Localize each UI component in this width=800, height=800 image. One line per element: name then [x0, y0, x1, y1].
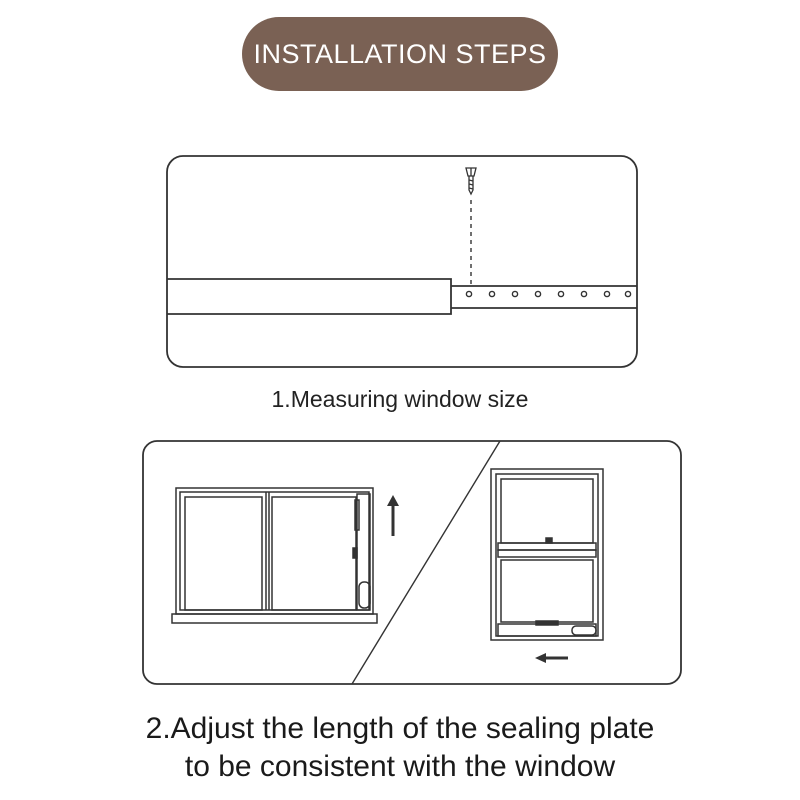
step-2-caption [0, 710, 800, 786]
left-arrow-icon [535, 653, 568, 663]
panel-divider [352, 441, 500, 684]
title-text: INSTALLATION STEPS [253, 38, 547, 69]
panel-1-frame [167, 156, 637, 367]
adjustment-holes [466, 291, 630, 296]
panel-2-frame [143, 441, 681, 684]
panel-adjusting [143, 441, 681, 684]
sliding-window [172, 488, 377, 623]
sealing-plate-inner [451, 286, 637, 308]
up-arrow-icon [387, 495, 399, 536]
double-hung-window [491, 469, 603, 640]
panel-measuring [167, 156, 637, 367]
step-2-caption-line-2: to be consistent with the window [184, 750, 616, 783]
step-1-caption: 1.Measuring window size [271, 386, 529, 412]
screw-icon [466, 168, 476, 194]
sealing-plate-outer [167, 279, 451, 314]
step-2-caption-line-1: 2.Adjust the length of the sealing plate [145, 712, 655, 745]
